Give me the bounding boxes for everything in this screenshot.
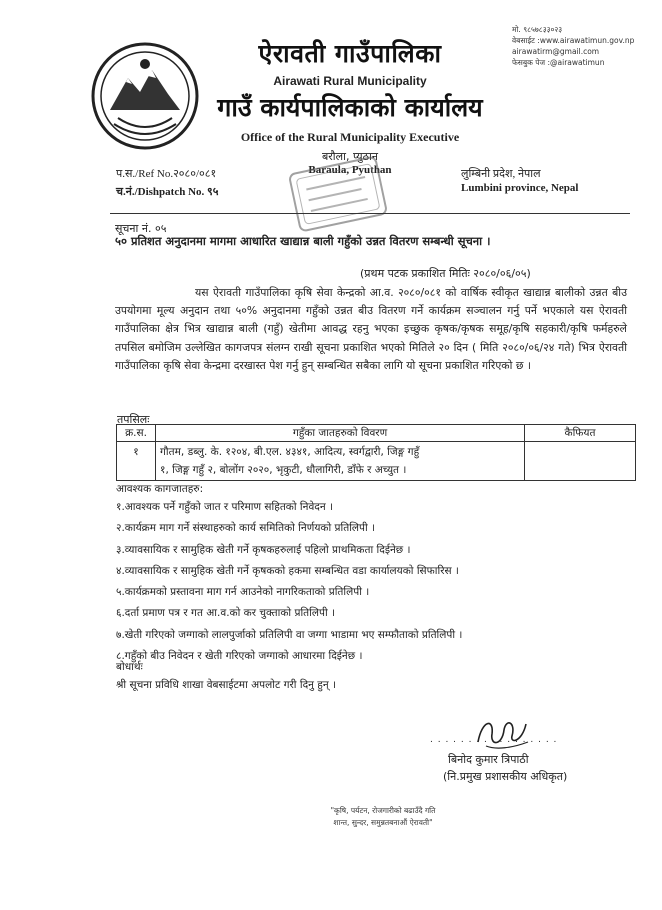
contact-info bbox=[512, 24, 662, 68]
bodharth-label: बोधार्थः bbox=[116, 661, 143, 673]
signatory-name: बिनोद कुमार त्रिपाठी bbox=[448, 753, 529, 766]
org-name-english: Airawati Rural Municipality bbox=[273, 74, 427, 88]
column-header-remarks: कैफियत bbox=[525, 425, 636, 442]
email-link[interactable]: airawatirm@gmail.com bbox=[512, 47, 600, 56]
publication-date: (प्रथम पटक प्रकाशित मितिः २०८०/०६/०५) bbox=[360, 267, 531, 280]
website-link[interactable]: वेबसाईट :www.airawatimun.gov.np bbox=[512, 36, 635, 45]
facebook-page[interactable]: फेसबुक पेज :@airawatimun bbox=[512, 58, 605, 67]
list-item: ७.खेती गरिएको जग्गाको लालपुर्जाको प्रतिलिपी वा जग्गा भाडामा भए सम्फौताको प्रतिलिपी । bbox=[116, 628, 463, 641]
municipality-emblem-icon bbox=[88, 40, 203, 152]
office-name-english: Office of the Rural Municipality Executive bbox=[240, 130, 460, 144]
cell-varieties bbox=[156, 442, 525, 481]
varieties-line-2: १, जिङ्ग गहुँ २, बोलोंग २०२०, भृकुटी, धौलागिरी, डाँफे र अच्युत । bbox=[160, 464, 407, 476]
dispatch-number: च.नं./Dishpatch No. ९५ bbox=[116, 186, 219, 198]
list-item: ६.दर्ता प्रमाण पत्र र गत आ.व.को कर चुक्ताको प्रतिलिपी । bbox=[116, 607, 335, 620]
notice-number: सूचना नं. ०५ bbox=[115, 222, 167, 235]
column-header-varieties: गहुँका जातहरुको विवरण bbox=[156, 425, 525, 442]
varieties-line-1: गौतम, डब्लु. के. १२०४, बी.एल. ४३४१, आदित्य, स्वर्गद्वारी, जिङ्ग गहुँ bbox=[160, 446, 420, 458]
table-row bbox=[117, 442, 636, 481]
documents-list bbox=[116, 497, 462, 667]
motto-line-2: शान्त, सुन्दर, समुन्नतबनाऔं ऐरावती" bbox=[333, 818, 433, 827]
column-header-sn: क्र.स. bbox=[117, 425, 156, 442]
phone-number: मो. ९८५७८३३०२३ bbox=[512, 25, 563, 34]
signature-line: . . . . . . . . . . . . . . . . . bbox=[430, 735, 558, 745]
header-divider bbox=[110, 213, 630, 214]
municipality-motto bbox=[288, 805, 478, 829]
motto-line-1: "कृषि, पर्यटन, रोजगारीको बढाउँदै गति bbox=[330, 806, 436, 815]
province-english: Lumbini province, Nepal bbox=[461, 182, 579, 194]
address-nepali: बरौला, प्युठान bbox=[322, 150, 378, 163]
list-item: ५.कार्यक्रमको प्रस्तावना माग गर्न आउनेको नागरिकताको प्रतिलिपी । bbox=[116, 586, 370, 599]
cell-remarks bbox=[525, 442, 636, 481]
documents-heading: आवश्यक कागजातहरु: bbox=[116, 483, 204, 495]
handwritten-signature-icon bbox=[472, 712, 532, 754]
wheat-varieties-table bbox=[116, 424, 636, 481]
list-item: २.कार्यक्रम माग गर्ने संस्थाहरुको कार्य समितिको निर्णयको प्रतिलिपी । bbox=[116, 522, 376, 535]
list-item: १.आवश्यक पर्ने गहुँको जात र परिमाण सहितको निवेदन । bbox=[116, 501, 334, 513]
address-english: Baraula, Pyuthan bbox=[308, 164, 392, 176]
list-item: ३.व्यावसायिक र सामुहिक खेती गर्ने कृषकहरुलाई पहिलो प्राथमिकता दिईनेछ । bbox=[116, 543, 411, 556]
office-name-nepali: गाउँ कार्यपालिकाको कार्यालय bbox=[217, 93, 483, 122]
letterhead bbox=[200, 36, 500, 176]
org-name-nepali: ऐरावती गाउँपालिका bbox=[258, 39, 442, 68]
table-header-row bbox=[117, 425, 636, 442]
reference-number: प.स./Ref No.२०८०/०८१ bbox=[116, 168, 217, 180]
list-item: ४.व्यावसायिक र सामुहिक खेती गर्ने कृषकको हकमा सम्बन्धित वडा कार्यालयको सिफारिस । bbox=[116, 564, 459, 577]
notice-body-text: यस ऐरावती गाउँपालिका कृषि सेवा केन्द्रको आ.व. २०८०/०८१ को वार्षिक स्वीकृत खाद्यान्न बालीको उन्नत बीउ उपयोगमा मूल्य अनुदान तथा ५०% अनुदानमा गहुँको उन्नत बीउ वितरण गर्ने कार्यक्रम सञ्चालन गर्नु पर्ने भएकाले यस ऐरावती गाउँपालिका क्षेत्र भित्र खाद्यान्न बाली (गहुँ) खेतीमा आवद्ध रहनु भएका इच्छुक कृषक/कृषक समूह/कृषि सहकारी/कृषि फर्महरुले तपसिल बमोजिम उल्लेखित कागजपत्र संलग्न राखी सूचना प्रकाशित भएको मितिले २० दिन ( मिति २०८०/०६/२४ गते) भित्र ऐरावती गाउँपालिका कृषि सेवा केन्द्रमा दरखास्त पेश गर्नु हुन् सम्बन्धित सबैका लागि यो सूचना प्रकाशित गरिएको छ । bbox=[115, 286, 627, 372]
list-item: ८.गहुँको बीउ निवेदन र खेती गरिएको जग्गाको आधारमा दिईनेछ । bbox=[116, 650, 363, 663]
details-label: तपसिलः bbox=[117, 413, 150, 426]
notice-title: ५० प्रतिशत अनुदानमा मागमा आधारित खाद्यान्न बाली गहुँको उन्नत वितरण सम्बन्धी सूचना । bbox=[115, 234, 491, 248]
cell-sn: १ bbox=[117, 442, 156, 481]
province-nepali: लुम्बिनी प्रदेश, नेपाल bbox=[461, 168, 541, 180]
signatory-designation: (नि.प्रमुख प्रशासकीय अधिकृत) bbox=[443, 770, 568, 783]
bodharth-line: श्री सूचना प्रविधि शाखा वेबसाईटमा अपलोट गरी दिनु हुन् । bbox=[116, 679, 337, 691]
notice-body bbox=[115, 284, 627, 375]
